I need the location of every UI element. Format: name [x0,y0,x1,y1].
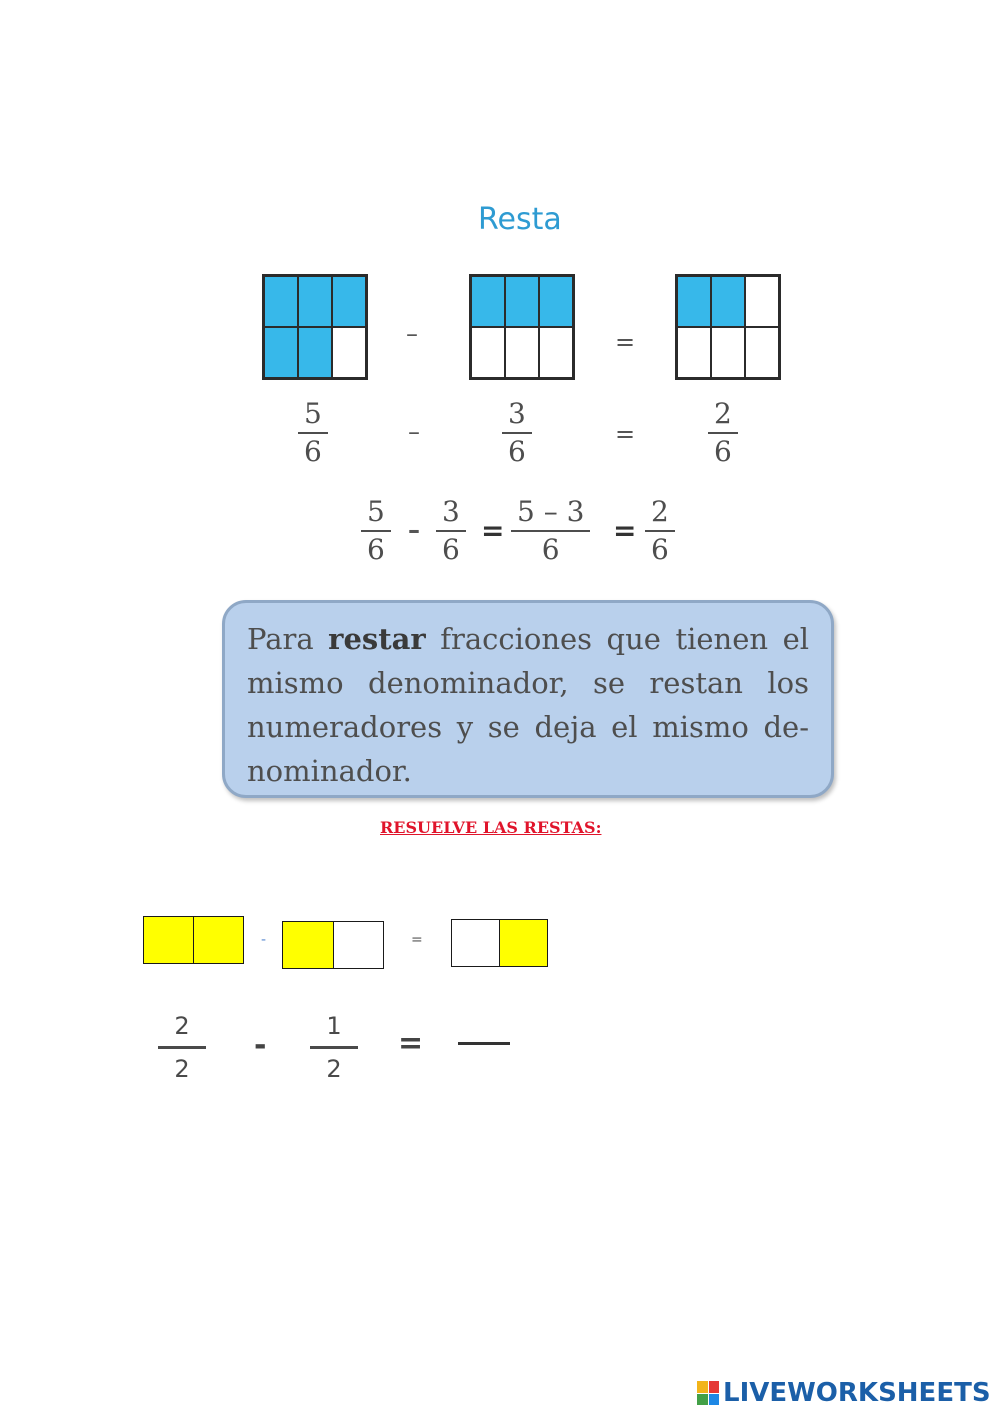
liveworksheets-logo [697,1378,991,1408]
exercise-strip-1 [143,916,244,964]
fraction-equals-sign: = [615,420,636,448]
exercise-answer-line[interactable] [458,1042,510,1045]
model-cell [505,327,539,378]
model-cell [745,327,779,378]
model-cell [677,327,711,378]
strip-segment [283,922,333,968]
expression-fraction-d: 2 6 [645,498,675,564]
exercise-minus: - [254,1028,267,1063]
model-cell [711,327,745,378]
rule-note [222,600,834,798]
explanation-panel [208,190,851,810]
expression-fraction-b: 3 6 [436,498,466,564]
exercise-strip-2 [282,921,384,969]
expression-fraction-c: 5 – 3 6 [511,498,590,564]
model-cell [539,327,573,378]
logo-icon [697,1381,719,1405]
rule-text: fracciones que tienen el mismo denominador, se restan los numeradores y se deja el mismo de-nominador. [247,622,810,788]
panel-title: Resta [478,202,562,237]
model-cell [745,276,779,327]
fraction-model-2 [469,274,575,380]
model-cell [539,276,573,327]
model-minus-sign: – [406,320,418,348]
expression-fraction-a: 5 6 [361,498,391,564]
expression-equals-2: = [613,514,637,547]
expression-equals-1: = [481,514,505,547]
expression-minus: – [408,516,420,544]
fraction-model-1 [262,274,368,380]
strip-segment [333,922,384,968]
model-cell [264,327,298,378]
strip-segment [193,917,243,963]
exercise-fraction-1-2: 1 2 [310,1014,358,1081]
model-cell [677,276,711,327]
rule-keyword: restar [328,622,426,656]
fraction-model-3 [675,274,781,380]
strip-segment [452,920,499,966]
exercise-equals: = [398,1026,424,1061]
exercise-heading: RESUELVE LAS RESTAS: [380,818,602,837]
fraction-minus-sign: – [408,418,420,446]
model-cell [332,276,366,327]
fraction-3-6: 3 6 [502,400,532,466]
exercise-small-equals: = [411,932,423,948]
fraction-5-6: 5 6 [298,400,328,466]
model-cell [711,276,745,327]
model-cell [298,276,332,327]
model-cell [471,327,505,378]
model-cell [264,276,298,327]
model-cell [298,327,332,378]
exercise-fraction-2-2: 2 2 [158,1014,206,1081]
model-cell [471,276,505,327]
fraction-2-6: 2 6 [708,400,738,466]
model-equals-sign: = [615,328,636,356]
model-cell [332,327,366,378]
model-cell [505,276,539,327]
logo-text: LIVEWORKSHEETS [723,1378,991,1408]
rule-intro: Para [247,622,314,656]
strip-segment [144,917,193,963]
exercise-answer-strip[interactable] [451,919,548,967]
exercise-small-minus: - [261,932,267,948]
strip-segment [499,920,547,966]
